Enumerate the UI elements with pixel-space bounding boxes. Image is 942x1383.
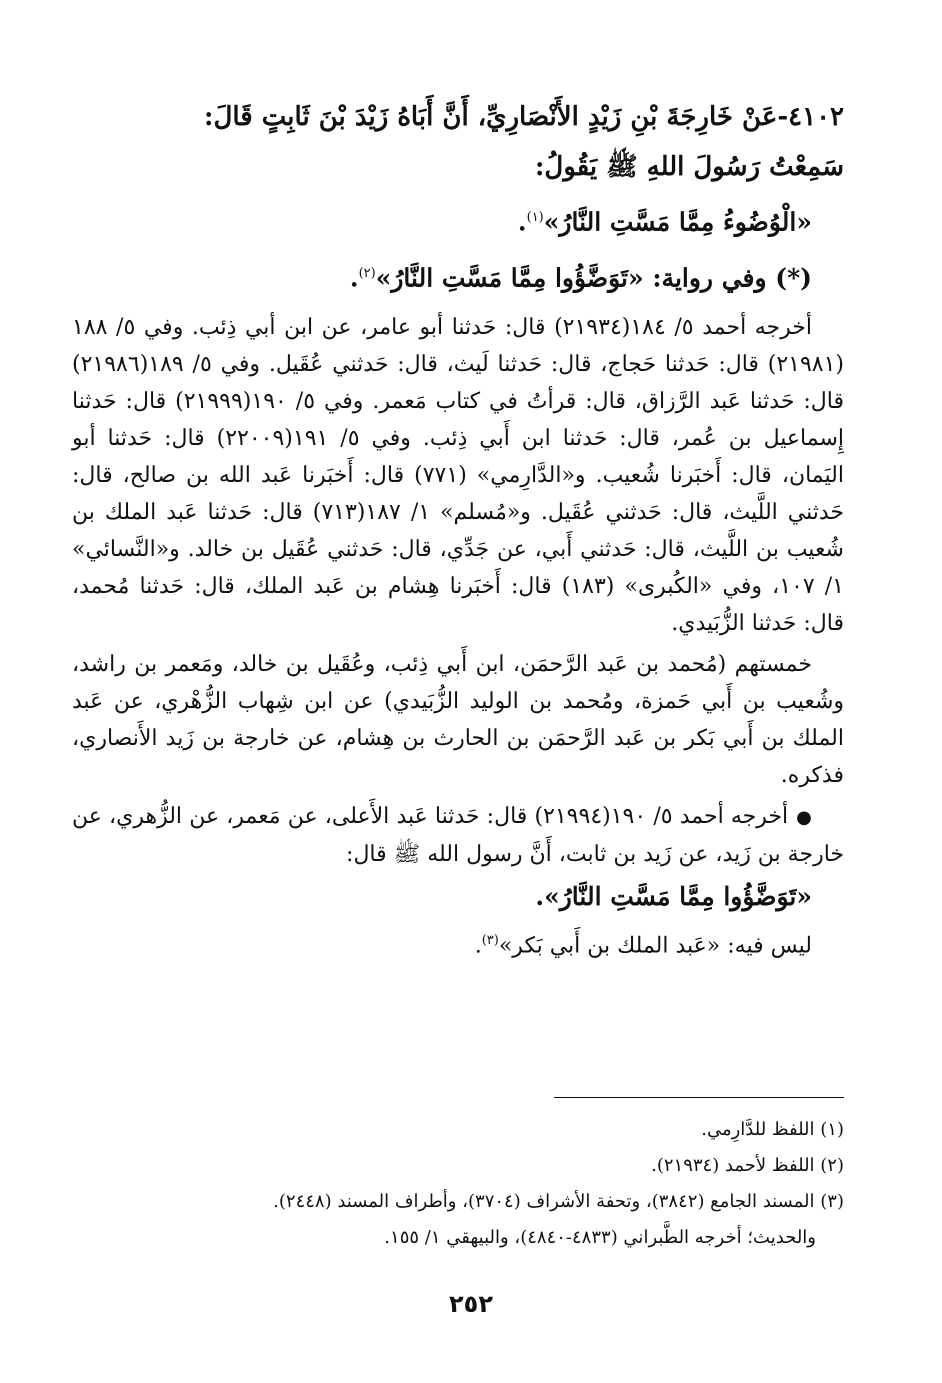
hadith-narration-intro: سَمِعْتُ رَسُولَ اللهِ ﷺ يَقُولُ:: [534, 152, 844, 182]
alternate-narration: (*) وفي رواية: «تَوَضَّؤُوا مِمَّا مَسَّتِ النَّارُ»$^{(٢)}$.: [349, 263, 812, 293]
footnotes: [72, 1112, 844, 1256]
footnote-ref-1: (١): [526, 210, 544, 225]
omission-note: ليس فيه: «عَبد الملك بن أَبي بَكر»$^{(٣)}$.: [474, 932, 812, 958]
footnote-3-continuation: والحديث؛ أخرجه الطَّبراني (٤٨٣٣-٤٨٤٠)، والبيهقي ١/ ١٥٥.: [384, 1227, 816, 1248]
second-hadith-quote: «تَوَضَّؤُوا مِمَّا مَسَّتِ النَّارُ».: [535, 881, 812, 911]
footnote-ref-2: (٢): [358, 266, 376, 282]
page-number: ٢٥٢: [449, 1290, 493, 1318]
alternate-narration-text: (*) وفي رواية: «تَوَضَّؤُوا مِمَّا مَسَّتِ النَّارُ»: [375, 263, 812, 293]
hadith-quote: «الْوُضُوءُ مِمَّا مَسَّتِ النَّارُ»: [543, 207, 812, 237]
hadith-number: ٤١٠٢: [788, 102, 844, 132]
footnote-ref-3: (٣): [481, 932, 499, 948]
footnote-2: (٢) اللفظ لأحمد (٢١٩٣٤).: [651, 1155, 844, 1176]
omission-note-text: ليس فيه: «عَبد الملك بن أَبي بَكر»: [498, 932, 812, 958]
footnote-divider: [554, 1097, 844, 1098]
footnote-1: (١) اللفظ للدَّارِمي.: [701, 1119, 844, 1140]
bullet-icon: ●: [796, 806, 813, 828]
takhrij-paragraph-3-text: أخرجه أحمد ٥/ ١٩٠(٢١٩٩٤) قال: حَدثنا عَبد الأَعلى، عن مَعمر، عن الزُّهري، عن خارجة بن زَيد، عن زَيد بن ثابت، أَنَّ رسول الله ﷺ قال:: [72, 803, 844, 867]
footnote-3: (٣) المسند الجامع (٣٨٤٢)، وتحفة الأشراف (٣٧٠٤)، وأطراف المسند (٢٤٤٨).: [273, 1191, 844, 1212]
hadith-heading: [72, 92, 844, 192]
hadith-chain-line: -عَنْ خَارِجَةَ بْنِ زَيْدٍ الأَنْصَارِيِّ، أَنَّ أَبَاهُ زَيْدَ بْنَ ثَابِتٍ قَالَ:: [203, 102, 789, 132]
takhrij-paragraph-1: أخرجه أحمد ٥/ ١٨٤(٢١٩٣٤) قال: حَدثنا أبو عامر، عن ابن أبي ذِئب. وفي ٥/ ١٨٨ (٢١٩٨١) قال: حَدثنا حَجاج، قال: حَدثنا لَيث، قال: حَدثني عُقَيل. وفي ٥/ ١٨٩(٢١٩٨٦) قال: حَدثنا عَبد الرَّزاق، قال: قرأتُ في كتاب مَعمر. وفي ٥/ ١٩٠(٢١٩٩٩) قال: حَدثنا إِسماعيل بن عُمر، قال: حَدثنا ابن أَبي ذِئب. وفي ٥/ ١٩١(٢٢٠٠٩) قال: حَدثنا أبو اليَمان، قال: أَخبَرنا شُعيب. و«الدَّارِمي» (٧٧١) قال: أَخبَرنا عَبد الله بن صالح، قال: حَدثني اللَّيث، قال: حَدثني عُقَيل. و«مُسلم» ١/ ١٨٧(٧١٣) قال: حَدثنا عَبد الملك بن شُعيب بن اللَّيث، قال: حَدثني أَبي، عن جَدِّي، قال: حَدثني عُقَيل بن خالد. و«النَّسائي» ١/ ١٠٧، وفي «الكُبرى» (١٨٣) قال: أَخبَرنا هِشام بن عَبد الملك، قال: حَدثنا مُحمد، قال: حَدثنا الزُّبَيدي.: [72, 314, 844, 636]
takhrij-paragraph-2: خمستهم (مُحمد بن عَبد الرَّحمَن، ابن أَبي ذِئب، وعُقَيل بن خالد، ومَعمر بن راشد، وشُعيب بن أَبي حَمزة، ومُحمد بن الوليد الزُّبَيدي) عن ابن شِهاب الزُّهْري، عن عَبد الملك بن أَبي بَكر بن عَبد الرَّحمَن بن الحارث بن هِشام، عن خارجة بن زَيد الأَنصاري، فذكره.: [72, 651, 844, 788]
takhrij-paragraph-3: [72, 798, 844, 873]
hadith-text: «الْوُضُوءُ مِمَّا مَسَّتِ النَّارُ»$^{(١)}$.: [517, 207, 812, 237]
